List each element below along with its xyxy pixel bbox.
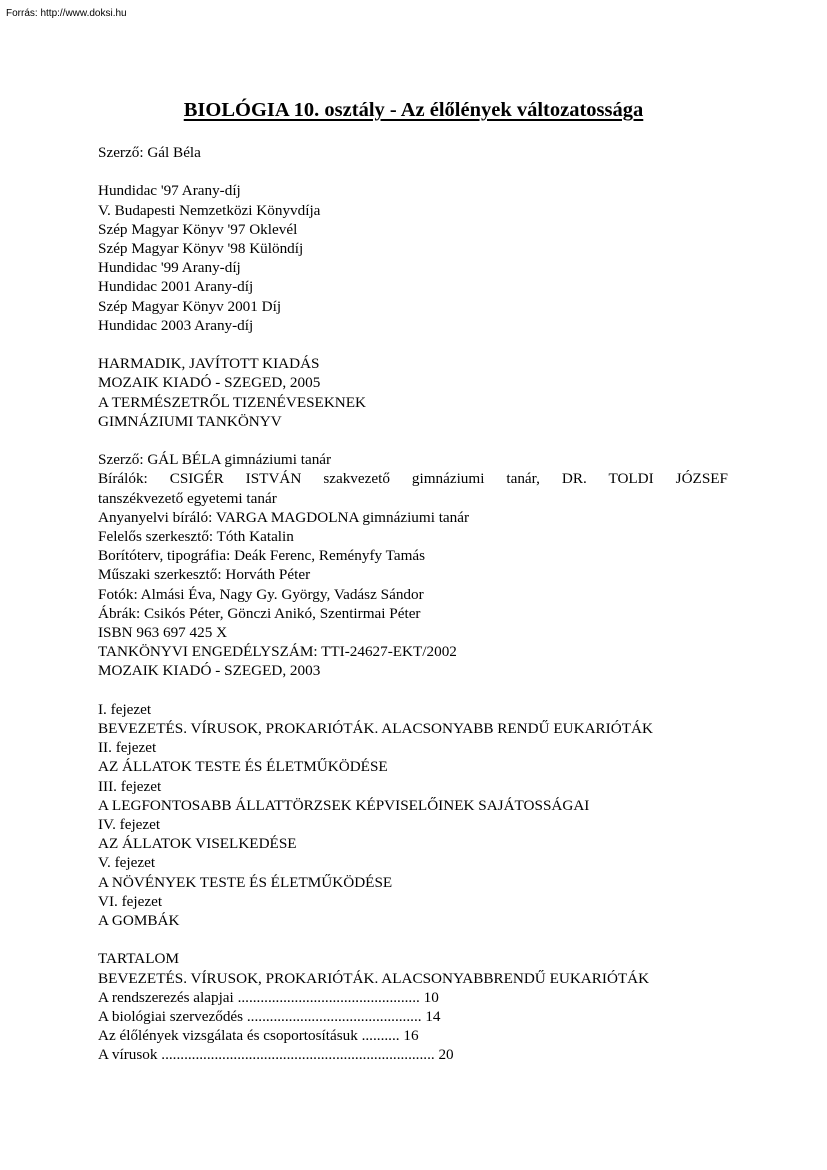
page-title: BIOLÓGIA 10. osztály - Az élőlények változatossága bbox=[183, 99, 644, 121]
chapter-number: I. fejezet bbox=[98, 700, 152, 718]
chapter-number: III. fejezet bbox=[98, 777, 162, 795]
chapter-title: A GOMBÁK bbox=[98, 912, 180, 930]
toc-entry: A vírusok ........................................................................ 20 bbox=[98, 1046, 454, 1064]
toc-entry: Az élőlények vizsgálata és csoportosításuk .......... 16 bbox=[98, 1027, 419, 1045]
edition-info bbox=[98, 354, 728, 431]
award-item: Hundidac 2003 Arany-díj bbox=[98, 316, 254, 334]
chapter-title: BEVEZETÉS. VÍRUSOK, PROKARIÓTÁK. ALACSONYABB RENDŰ EUKARIÓTÁK bbox=[98, 720, 653, 738]
source-url: Forrás: http://www.doksi.hu bbox=[6, 8, 127, 19]
toc-entry: A biológiai szerveződés .............................................. 14 bbox=[98, 1008, 441, 1026]
credit-line: Műszaki szerkesztő: Horváth Péter bbox=[98, 566, 311, 584]
chapter-number: V. fejezet bbox=[98, 854, 156, 872]
credits bbox=[98, 450, 728, 680]
award-item: Szép Magyar Könyv '97 Oklevél bbox=[98, 220, 298, 238]
award-item: Hundidac '97 Arany-díj bbox=[98, 182, 241, 200]
edition-line: MOZAIK KIADÓ - SZEGED, 2005 bbox=[98, 374, 321, 392]
chapter-title: AZ ÁLLATOK VISELKEDÉSE bbox=[98, 835, 297, 853]
toc-entry: A rendszerezés alapjai ................................................ 10 bbox=[98, 988, 439, 1006]
chapter-number: VI. fejezet bbox=[98, 892, 163, 910]
chapter-list bbox=[98, 700, 728, 930]
awards-list bbox=[98, 181, 728, 335]
edition-line: GIMNÁZIUMI TANKÖNYV bbox=[98, 412, 282, 430]
credit-line: Ábrák: Csikós Péter, Gönczi Anikó, Szentirmai Péter bbox=[98, 604, 421, 622]
award-item: Hundidac 2001 Arany-díj bbox=[98, 278, 254, 296]
toc-heading: TARTALOM bbox=[98, 950, 180, 968]
award-item: Szép Magyar Könyv 2001 Díj bbox=[98, 297, 282, 315]
credit-line: TANKÖNYVI ENGEDÉLYSZÁM: TTI-24627-EKT/2002 bbox=[98, 643, 457, 661]
document-body bbox=[98, 143, 728, 1065]
award-item: V. Budapesti Nemzetközi Könyvdíja bbox=[98, 201, 321, 219]
chapter-title: A LEGFONTOSABB ÁLLATTÖRZSEK KÉPVISELŐINEK SAJÁTOSSÁGAI bbox=[98, 796, 590, 814]
chapter-title: A NÖVÉNYEK TESTE ÉS ÉLETMŰKÖDÉSE bbox=[98, 873, 393, 891]
credit-reviewers: Bírálók: CSIGÉR ISTVÁN szakvezető gimnáziumi tanár, DR. TOLDI JÓZSEF bbox=[98, 470, 728, 488]
credit-line: Borítóterv, tipográfia: Deák Ferenc, Reményfy Tamás bbox=[98, 547, 426, 565]
credit-reviewers-cont: tanszékvezető egyetemi tanár bbox=[98, 489, 277, 507]
credit-line: Fotók: Almási Éva, Nagy Gy. György, Vadász Sándor bbox=[98, 585, 424, 603]
table-of-contents bbox=[98, 949, 728, 1064]
toc-section: BEVEZETÉS. VÍRUSOK, PROKARIÓTÁK. ALACSONYABBRENDŰ EUKARIÓTÁK bbox=[98, 969, 650, 987]
credit-author: Szerző: GÁL BÉLA gimnáziumi tanár bbox=[98, 451, 332, 469]
credit-line: ISBN 963 697 425 X bbox=[98, 624, 228, 642]
chapter-number: IV. fejezet bbox=[98, 816, 161, 834]
edition-line: HARMADIK, JAVÍTOTT KIADÁS bbox=[98, 355, 320, 373]
credit-line: Felelős szerkesztő: Tóth Katalin bbox=[98, 528, 294, 546]
chapter-number: II. fejezet bbox=[98, 739, 157, 757]
edition-line: A TERMÉSZETRŐL TIZENÉVESEKNEK bbox=[98, 393, 367, 411]
credit-line: Anyanyelvi bíráló: VARGA MAGDOLNA gimnáziumi tanár bbox=[98, 508, 470, 526]
credit-line: MOZAIK KIADÓ - SZEGED, 2003 bbox=[98, 662, 321, 680]
award-item: Hundidac '99 Arany-díj bbox=[98, 259, 241, 277]
author-line: Szerző: Gál Béla bbox=[98, 144, 201, 161]
chapter-title: AZ ÁLLATOK TESTE ÉS ÉLETMŰKÖDÉSE bbox=[98, 758, 388, 776]
award-item: Szép Magyar Könyv '98 Különdíj bbox=[98, 240, 304, 257]
